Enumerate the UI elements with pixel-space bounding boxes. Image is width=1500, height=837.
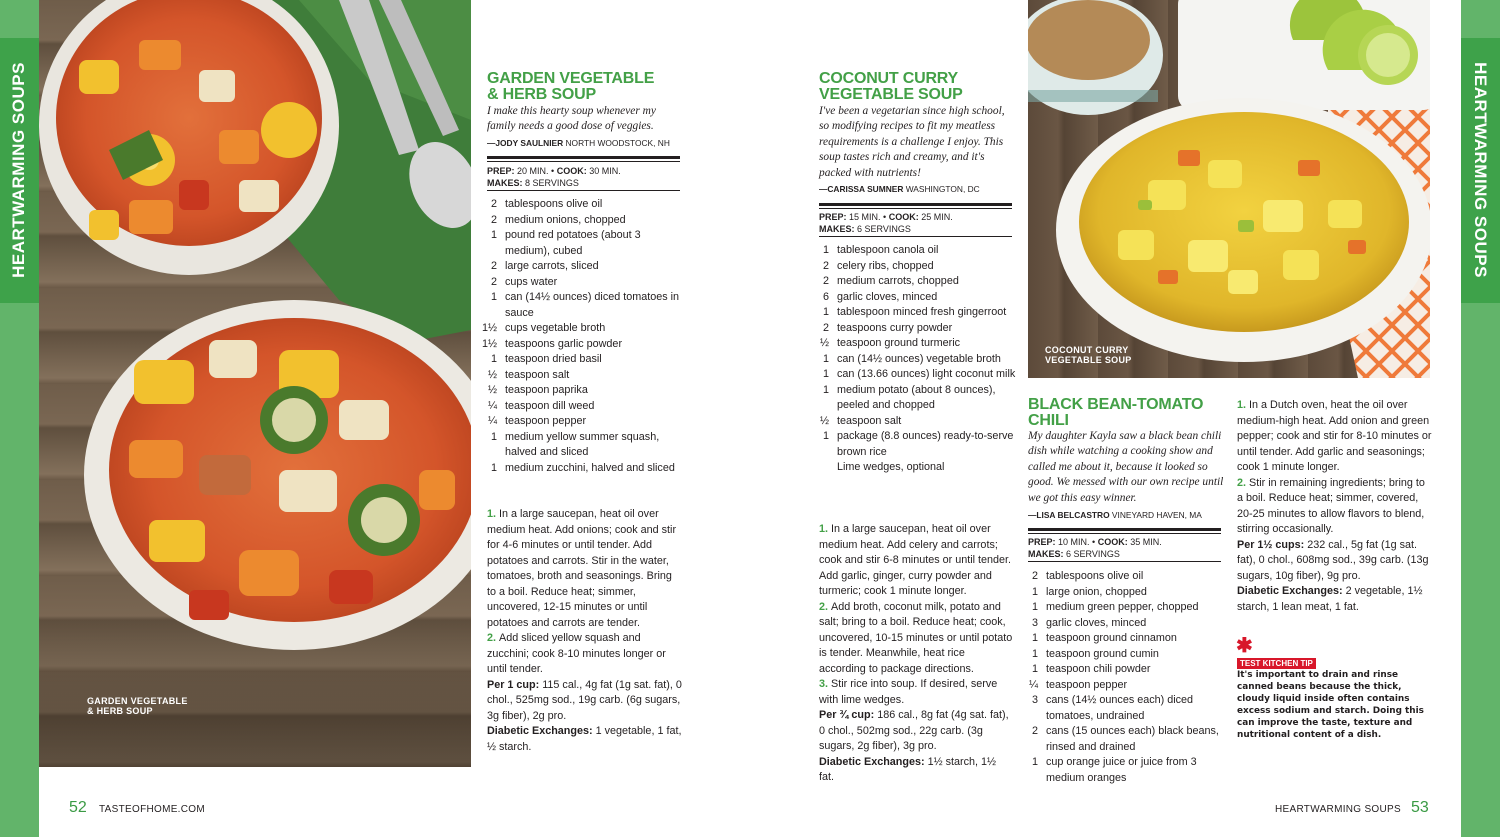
ingredient-quantity: 2 xyxy=(490,260,497,272)
direction-step xyxy=(819,522,1014,600)
ingredient-item xyxy=(813,305,1016,321)
section-tab-label: HEARTWARMING SOUPS xyxy=(9,62,28,278)
ingredient-item xyxy=(813,290,1016,306)
diabetic-text: 1½ starch, 1½ fat. xyxy=(819,755,997,783)
ingredient-list xyxy=(1022,569,1227,786)
ingredient-item xyxy=(481,259,684,275)
ingredient-text: garlic cloves, minced xyxy=(1046,616,1147,629)
garden-vegetable-soup-photo xyxy=(39,0,471,767)
divider xyxy=(487,156,680,159)
step-text: In a Dutch oven, heat the oil over medium-high heat. Add onion and green pepper; cook and stir for 8-10 minutes or until tender. Add garlic and seasonings; cook 1 minute longer. xyxy=(1237,399,1432,473)
step-text: Add sliced yellow squash and zucchini; cook 8-10 minutes longer or until tender. xyxy=(487,632,666,675)
ingredient-quantity: 2 xyxy=(490,213,497,226)
diabetic-label: Diabetic Exchanges: xyxy=(487,725,593,737)
ingredient-quantity: ½ xyxy=(487,368,497,381)
ingredient-text: teaspoon paprika xyxy=(505,384,588,396)
section-tab-left xyxy=(0,0,39,837)
ingredient-quantity: ¼ xyxy=(1028,678,1038,691)
ingredient-text: teaspoon pepper xyxy=(505,415,587,427)
divider xyxy=(819,236,1012,237)
ingredient-text: can (13.66 ounces) light coconut milk xyxy=(837,368,1016,380)
page-number-right: 53 xyxy=(1411,799,1429,816)
ingredient-quantity: 2 xyxy=(1031,725,1038,737)
ingredient-item xyxy=(813,429,1016,460)
ingredient-text: can (14½ ounces) diced tomatoes in sauce xyxy=(505,291,680,319)
coconut-curry-soup-photo xyxy=(1028,0,1430,378)
ingredient-quantity: ¼ xyxy=(487,415,497,427)
direction-step xyxy=(1237,398,1433,476)
recipe-directions xyxy=(487,507,682,755)
ingredient-item xyxy=(813,367,1016,383)
step-text: In a large saucepan, heat oil over medium heat. Add onions; cook and stir for 4-6 minutes or until tender. Add potatoes and carrots. Stir in the water, tomatoes, broth and seasonings. Bring to a boil. Reduce heat; simmer, uncovered, 12-15 minutes or until potatoes and carrots are tender. xyxy=(487,508,677,629)
ingredient-quantity: 1 xyxy=(490,291,497,303)
ingredient-item xyxy=(1022,616,1227,632)
nutrition-facts xyxy=(1237,538,1433,585)
diabetic-exchanges xyxy=(487,724,682,755)
ingredient-quantity: 1 xyxy=(490,461,497,474)
ingredient-text: teaspoon ground cumin xyxy=(1046,647,1159,660)
ingredient-text: teaspoon salt xyxy=(837,414,902,427)
ingredient-item xyxy=(813,274,1016,290)
step-number: 2. xyxy=(1237,476,1247,489)
step-text: In a large saucepan, heat oil over medium heat. Add celery and carrots; cook and stir 6-8 minutes or until tender. Add garlic, ginger, curry powder and turmeric; cook 1 minute longer. xyxy=(819,523,1012,597)
ingredient-quantity: 1 xyxy=(822,244,829,256)
ingredient-item xyxy=(1022,662,1227,678)
ingredient-quantity: ½ xyxy=(487,384,497,396)
nutrition-text: 115 cal., 4g fat (1g sat. fat), 0 chol., 525mg sod., 19g carb. (6g sugars, 3g fiber), 2g pro. xyxy=(487,678,682,722)
ingredient-quantity: 1 xyxy=(1031,647,1038,660)
diabetic-text: 2 vegetable, 1½ starch, 1 lean meat, 1 fat. xyxy=(1237,585,1423,613)
recipe-intro: I make this hearty soup whenever my family needs a good dose of veggies. xyxy=(487,105,656,133)
step-number: 1. xyxy=(487,508,497,520)
recipe-intro: I've been a vegetarian since high school, so modifying recipes to fit my meatless requirements is a challenge I enjoy. This soup tastes rich and creamy, and it's packed with nutrients! xyxy=(819,105,1005,179)
ingredient-item xyxy=(481,383,684,399)
step-number: 3. xyxy=(819,678,829,690)
recipe-byline: —JODY SAULNIER NORTH WOODSTOCK, NH xyxy=(487,138,670,148)
ingredient-text: teaspoon salt xyxy=(505,368,570,381)
ingredient-item xyxy=(813,460,1016,476)
direction-step xyxy=(487,507,682,631)
ingredient-quantity: 2 xyxy=(822,275,829,287)
curry-bowl-illustration xyxy=(1028,0,1430,378)
ingredient-text: tablespoons olive oil xyxy=(1046,570,1144,582)
photo-caption: COCONUT CURRY VEGETABLE SOUP xyxy=(1045,345,1132,365)
ingredient-item xyxy=(481,368,684,384)
section-tab-label: HEARTWARMING SOUPS xyxy=(1471,62,1490,278)
step-text: Stir in remaining ingredients; bring to a boil. Reduce heat; simmer, covered, 20-25 minutes to allow flavors to blend, stirring occasionally. xyxy=(1237,476,1425,535)
ingredient-text: teaspoon dried basil xyxy=(505,353,602,365)
ingredient-item xyxy=(813,259,1016,275)
ingredient-item xyxy=(1022,585,1227,601)
ingredient-quantity: ½ xyxy=(819,414,829,427)
ingredient-quantity: ¼ xyxy=(487,399,497,412)
ingredient-quantity: 1 xyxy=(1031,632,1038,644)
ingredient-item xyxy=(481,337,684,353)
ingredient-text: tablespoons olive oil xyxy=(505,198,603,210)
ingredient-item xyxy=(1022,647,1227,663)
ingredient-text: large onion, chopped xyxy=(1046,585,1147,598)
recipe-intro: My daughter Kayla saw a black bean chili dish while watching a cooking show and called me about it, because it looked so good. We messed with our own recipe until we got this easy winner. xyxy=(1028,430,1224,504)
ingredient-quantity: 1 xyxy=(490,430,497,443)
direction-step xyxy=(487,631,682,678)
ingredient-text: medium carrots, chopped xyxy=(837,275,959,287)
ingredient-quantity: 1 xyxy=(490,229,497,241)
ingredient-item xyxy=(813,352,1016,368)
recipe-byline: —CARISSA SUMNER WASHINGTON, DC xyxy=(819,184,980,194)
diabetic-exchanges xyxy=(1237,584,1433,615)
ingredient-quantity: 1 xyxy=(1031,585,1038,598)
ingredient-text: teaspoon chili powder xyxy=(1046,663,1151,675)
ingredient-text: medium potato (about 8 ounces), peeled and chopped xyxy=(837,383,996,411)
step-number: 2. xyxy=(487,632,497,644)
ingredient-item xyxy=(481,290,684,321)
recipe-timing: PREP: 10 MIN. • COOK: 35 MIN. MAKES: 6 SERVINGS xyxy=(1028,537,1162,559)
ingredient-item xyxy=(813,383,1016,414)
ingredient-text: medium green pepper, chopped xyxy=(1046,601,1199,613)
ingredient-item xyxy=(813,243,1016,259)
recipe-title: GARDEN VEGETABLE & HERB SOUP xyxy=(487,70,655,103)
test-kitchen-tip-text: It's important to drain and rinse canned beans because the thick, cloudy liquid inside often contains excess sodium and starch. Doing this can improve the taste, texture and nutritional content of a dish. xyxy=(1237,670,1424,740)
test-kitchen-tip-badge: TEST KITCHEN TIP xyxy=(1237,658,1316,669)
recipe-timing: PREP: 20 MIN. • COOK: 30 MIN. MAKES: 8 SERVINGS xyxy=(487,166,621,188)
ingredient-item xyxy=(1022,724,1227,755)
ingredient-quantity: 2 xyxy=(822,321,829,334)
ingredient-quantity: 6 xyxy=(822,290,829,303)
footer-website: TASTEOFHOME.COM xyxy=(99,804,205,815)
ingredient-item xyxy=(1022,755,1227,786)
ingredient-item xyxy=(481,414,684,430)
ingredient-item xyxy=(1022,600,1227,616)
recipe-directions xyxy=(819,522,1014,786)
nutrition-label: Per ¾ cup: xyxy=(819,709,875,721)
ingredient-text: garlic cloves, minced xyxy=(837,290,938,303)
ingredient-quantity: 2 xyxy=(490,198,497,210)
nutrition-facts xyxy=(487,678,682,725)
ingredient-quantity xyxy=(813,460,837,476)
ingredient-item xyxy=(481,430,684,461)
ingredient-text: teaspoon ground turmeric xyxy=(837,337,961,349)
recipe-title: COCONUT CURRY VEGETABLE SOUP xyxy=(819,70,963,103)
star-icon: ✱ xyxy=(1236,635,1253,657)
section-tab-right xyxy=(1461,0,1500,837)
ingredient-item xyxy=(481,213,684,229)
ingredient-text: tablespoon canola oil xyxy=(837,244,939,256)
ingredient-text: cans (15 ounces each) black beans, rinsed and drained xyxy=(1046,725,1219,753)
ingredient-item xyxy=(813,414,1016,430)
ingredient-quantity: 2 xyxy=(822,259,829,272)
ingredient-quantity: 1 xyxy=(1031,756,1038,768)
ingredient-text: teaspoons curry powder xyxy=(837,321,953,334)
divider xyxy=(487,161,680,162)
ingredient-text: tablespoon minced fresh gingerroot xyxy=(837,306,1007,318)
ingredient-item xyxy=(1022,693,1227,724)
ingredient-item xyxy=(1022,631,1227,647)
ingredient-item xyxy=(481,321,684,337)
direction-step xyxy=(1237,476,1433,538)
divider xyxy=(1028,533,1221,534)
ingredient-quantity: 1 xyxy=(822,368,829,380)
ingredient-text: can (14½ ounces) vegetable broth xyxy=(837,352,1001,365)
ingredient-item xyxy=(481,275,684,291)
ingredient-text: teaspoon dill weed xyxy=(505,399,595,412)
recipe-byline: —LISA BELCASTRO VINEYARD HAVEN, MA xyxy=(1028,510,1202,520)
direction-step xyxy=(819,600,1014,678)
recipe-directions xyxy=(1237,398,1433,615)
ingredient-quantity: 1 xyxy=(822,306,829,318)
ingredient-text: cans (14½ ounces each) diced tomatoes, undrained xyxy=(1046,694,1194,722)
ingredient-list xyxy=(813,243,1016,476)
ingredient-item xyxy=(481,197,684,213)
ingredient-quantity: 1 xyxy=(822,352,829,365)
photo-caption: GARDEN VEGETABLE & HERB SOUP xyxy=(87,696,188,716)
nutrition-text: 186 cal., 8g fat (4g sat. fat), 0 chol., 502mg sod., 22g carb. (3g sugars, 2g fiber), 3g pro. xyxy=(819,709,1009,752)
ingredient-item xyxy=(1022,678,1227,694)
ingredient-text: cups water xyxy=(505,275,558,288)
ingredient-text: medium yellow summer squash, halved and sliced xyxy=(505,430,660,458)
ingredient-quantity: 1 xyxy=(822,430,829,442)
ingredient-text: pound red potatoes (about 3 medium), cubed xyxy=(505,229,641,257)
recipe-timing: PREP: 15 MIN. • COOK: 25 MIN. MAKES: 6 SERVINGS xyxy=(819,212,953,234)
ingredient-item xyxy=(1022,569,1227,585)
ingredient-item xyxy=(813,321,1016,337)
ingredient-quantity: 1 xyxy=(822,383,829,396)
step-text: Add broth, coconut milk, potato and salt; bring to a boil. Reduce heat; cook, uncovered, 10-15 minutes or until potato is tender. Meanwhile, heat rice according to package directions. xyxy=(819,600,1013,675)
ingredient-quantity: 2 xyxy=(1031,570,1038,582)
diabetic-text: 1 vegetable, 1 fat, ½ starch. xyxy=(487,725,682,753)
divider xyxy=(819,208,1012,209)
ingredient-item xyxy=(481,228,684,259)
ingredient-text: Lime wedges, optional xyxy=(837,461,945,473)
ingredient-text: medium zucchini, halved and sliced xyxy=(505,461,675,474)
step-number: 1. xyxy=(1237,399,1247,411)
ingredient-quantity: 1 xyxy=(1031,601,1038,613)
ingredient-text: package (8.8 ounces) ready-to-serve brown rice xyxy=(837,430,1014,458)
footer-section: HEARTWARMING SOUPS xyxy=(1275,804,1401,815)
ingredient-quantity: 1 xyxy=(1031,663,1038,675)
diabetic-exchanges xyxy=(819,755,1014,786)
ingredient-list xyxy=(481,197,684,476)
ingredient-quantity: ½ xyxy=(819,337,829,349)
soup-bowls-illustration xyxy=(39,0,471,767)
ingredient-quantity: 1½ xyxy=(481,337,497,350)
nutrition-label: Per 1 cup: xyxy=(487,678,540,691)
page-number-left: 52 xyxy=(69,799,87,816)
ingredient-text: medium onions, chopped xyxy=(505,213,626,226)
diabetic-label: Diabetic Exchanges: xyxy=(1237,585,1343,597)
ingredient-quantity: 3 xyxy=(1031,694,1038,706)
ingredient-text: teaspoon pepper xyxy=(1046,678,1128,691)
ingredient-item xyxy=(481,352,684,368)
step-text: Stir rice into soup. If desired, serve with lime wedges. xyxy=(819,678,998,706)
ingredient-item xyxy=(481,399,684,415)
divider xyxy=(1028,561,1221,562)
direction-step xyxy=(819,677,1014,708)
ingredient-quantity: 2 xyxy=(490,275,497,288)
ingredient-text: celery ribs, chopped xyxy=(837,259,934,272)
nutrition-facts xyxy=(819,708,1014,755)
divider xyxy=(487,190,680,191)
ingredient-text: teaspoon ground cinnamon xyxy=(1046,632,1177,644)
ingredient-text: large carrots, sliced xyxy=(505,260,599,272)
ingredient-text: teaspoons garlic powder xyxy=(505,337,623,350)
ingredient-item xyxy=(813,336,1016,352)
diabetic-label: Diabetic Exchanges: xyxy=(819,755,925,768)
ingredient-item xyxy=(481,461,684,477)
ingredient-quantity: 1½ xyxy=(481,322,497,334)
ingredient-quantity: 1 xyxy=(490,353,497,365)
divider xyxy=(1028,528,1221,531)
recipe-title: BLACK BEAN-TOMATO CHILI xyxy=(1028,396,1204,429)
divider xyxy=(819,203,1012,206)
step-number: 2. xyxy=(819,600,829,613)
step-number: 1. xyxy=(819,523,829,535)
nutrition-label: Per 1½ cups: xyxy=(1237,538,1305,551)
ingredient-text: cup orange juice or juice from 3 medium oranges xyxy=(1046,756,1197,784)
nutrition-text: 232 cal., 5g fat (1g sat. fat), 0 chol., 608mg sod., 39g carb. (13g sugars, 10g fiber), 9g pro. xyxy=(1237,538,1429,582)
ingredient-text: cups vegetable broth xyxy=(505,322,606,334)
ingredient-quantity: 3 xyxy=(1031,616,1038,629)
